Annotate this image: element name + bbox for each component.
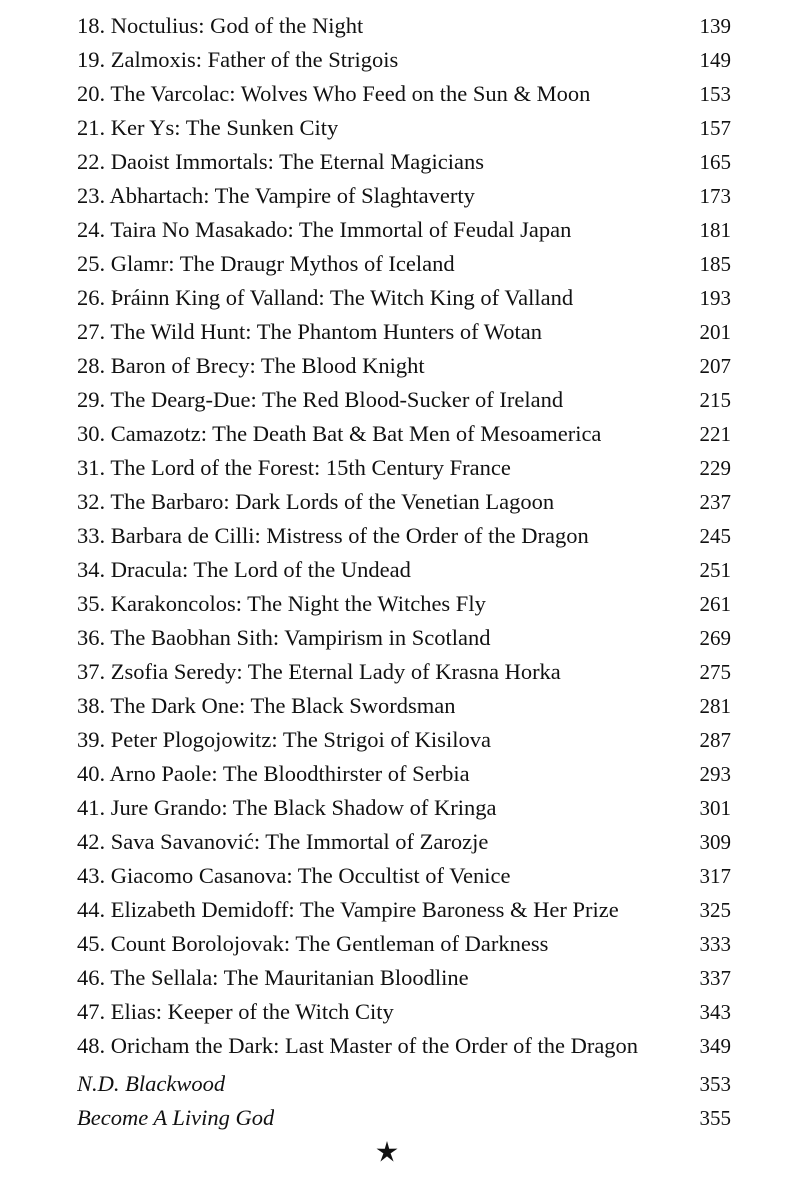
toc-entry-page-number: 287: [699, 728, 731, 752]
toc-entry-title: 23. Abhartach: The Vampire of Slaghtaverty: [77, 183, 475, 208]
toc-entry: [77, 961, 731, 995]
toc-entry: [77, 43, 731, 77]
toc-entry: [77, 485, 731, 519]
toc-entry: [77, 723, 731, 757]
toc-entry: [77, 315, 731, 349]
toc-entry-page-number: 293: [699, 762, 731, 786]
toc-entry-title: 28. Baron of Brecy: The Blood Knight: [77, 353, 425, 378]
toc-entry-page-number: 149: [699, 48, 731, 72]
toc-entry-title: 37. Zsofia Seredy: The Eternal Lady of Krasna Horka: [77, 659, 561, 684]
toc-entry-title: 19. Zalmoxis: Father of the Strigois: [77, 47, 399, 72]
toc-entry-page-number: 207: [699, 354, 731, 378]
toc-entry: [77, 655, 731, 689]
toc-entry-title: 25. Glamr: The Draugr Mythos of Iceland: [77, 251, 455, 276]
toc-entry-page-number: 153: [699, 82, 731, 106]
toc-entry-title: 29. The Dearg-Due: The Red Blood-Sucker of Ireland: [77, 387, 564, 412]
toc-entry-title: 30. Camazotz: The Death Bat & Bat Men of Mesoamerica: [77, 421, 602, 446]
toc-entry: [77, 519, 731, 553]
toc-entry: [77, 995, 731, 1029]
toc-entry-page-number: 237: [699, 490, 731, 514]
toc-entry-title: Become A Living God: [77, 1105, 275, 1130]
table-of-contents: [77, 9, 731, 1135]
toc-entry-title: 43. Giacomo Casanova: The Occultist of Venice: [77, 863, 511, 888]
toc-entry-page-number: 245: [699, 524, 731, 548]
toc-entry-page-number: 251: [699, 558, 731, 582]
toc-entry-title: 21. Ker Ys: The Sunken City: [77, 115, 339, 140]
toc-entry-page-number: 325: [699, 898, 731, 922]
toc-entry-title: 18. Noctulius: God of the Night: [77, 13, 364, 38]
toc-extra-list: [77, 1067, 731, 1135]
toc-entry-title: 42. Sava Savanović: The Immortal of Zarozje: [77, 829, 489, 854]
toc-entry-title: 45. Count Borolojovak: The Gentleman of Darkness: [77, 931, 549, 956]
toc-entry: [77, 145, 731, 179]
toc-entry-title: 31. The Lord of the Forest: 15th Century France: [77, 455, 511, 480]
toc-entry: [77, 179, 731, 213]
toc-entry-title: 24. Taira No Masakado: The Immortal of Feudal Japan: [77, 217, 572, 242]
toc-entry-title: 44. Elizabeth Demidoff: The Vampire Baroness & Her Prize: [77, 897, 619, 922]
toc-entry-page-number: 343: [699, 1000, 731, 1024]
toc-entry: [77, 9, 731, 43]
toc-entry: [77, 825, 731, 859]
toc-entry: [77, 281, 731, 315]
toc-entry-page-number: 173: [699, 184, 731, 208]
toc-entry-page-number: 355: [699, 1106, 731, 1130]
toc-entry-page-number: 349: [699, 1034, 731, 1058]
toc-entry-title: 48. Oricham the Dark: Last Master of the Order of the Dragon: [77, 1033, 639, 1058]
toc-entry-title: 46. The Sellala: The Mauritanian Bloodline: [77, 965, 469, 990]
toc-entry-title: 40. Arno Paole: The Bloodthirster of Serbia: [77, 761, 470, 786]
toc-entry-title: 20. The Varcolac: Wolves Who Feed on the Sun & Moon: [77, 81, 591, 106]
toc-entry-title: 38. The Dark One: The Black Swordsman: [77, 693, 456, 718]
toc-entry-page-number: 221: [699, 422, 731, 446]
toc-entry-page-number: 139: [699, 14, 731, 38]
toc-entry: [77, 349, 731, 383]
toc-entry-title: 26. Þráinn King of Valland: The Witch King of Valland: [77, 285, 574, 310]
toc-entry-page-number: 317: [699, 864, 731, 888]
toc-entry: [77, 1067, 731, 1101]
toc-entry-title: 35. Karakoncolos: The Night the Witches Fly: [77, 591, 486, 616]
toc-entry-title: 47. Elias: Keeper of the Witch City: [77, 999, 394, 1024]
toc-entry: [77, 893, 731, 927]
toc-chapter-list: [77, 9, 731, 1063]
toc-entry: [77, 213, 731, 247]
toc-entry: [77, 383, 731, 417]
toc-entry-page-number: 193: [699, 286, 731, 310]
toc-entry-page-number: 309: [699, 830, 731, 854]
toc-entry-title: 22. Daoist Immortals: The Eternal Magicians: [77, 149, 484, 174]
toc-entry-title: 34. Dracula: The Lord of the Undead: [77, 557, 411, 582]
toc-entry: [77, 689, 731, 723]
toc-entry-page-number: 157: [699, 116, 731, 140]
toc-entry: [77, 77, 731, 111]
toc-entry-page-number: 215: [699, 388, 731, 412]
toc-entry: [77, 417, 731, 451]
toc-entry: [77, 451, 731, 485]
toc-entry-page-number: 301: [699, 796, 731, 820]
toc-entry: [77, 1101, 731, 1135]
toc-entry-page-number: 275: [699, 660, 731, 684]
toc-entry-title: N.D. Blackwood: [77, 1071, 226, 1096]
toc-entry-page-number: 337: [699, 966, 731, 990]
star-ornament-icon: [375, 1140, 399, 1164]
toc-entry-title: 32. The Barbaro: Dark Lords of the Venetian Lagoon: [77, 489, 555, 514]
toc-entry-page-number: 165: [699, 150, 731, 174]
toc-entry-title: 41. Jure Grando: The Black Shadow of Kringa: [77, 795, 497, 820]
toc-entry-page-number: 269: [699, 626, 731, 650]
toc-entry-page-number: 281: [699, 694, 731, 718]
toc-entry: [77, 1029, 731, 1063]
toc-entry-page-number: 201: [699, 320, 731, 344]
toc-entry: [77, 621, 731, 655]
toc-entry-page-number: 185: [699, 252, 731, 276]
toc-entry-page-number: 229: [699, 456, 731, 480]
toc-entry: [77, 927, 731, 961]
toc-entry: [77, 553, 731, 587]
toc-entry-title: 33. Barbara de Cilli: Mistress of the Order of the Dragon: [77, 523, 589, 548]
toc-entry: [77, 757, 731, 791]
toc-entry-page-number: 333: [699, 932, 731, 956]
toc-entry: [77, 791, 731, 825]
toc-entry-title: 39. Peter Plogojowitz: The Strigoi of Kisilova: [77, 727, 491, 752]
toc-entry-page-number: 181: [699, 218, 731, 242]
toc-entry: [77, 111, 731, 145]
toc-entry: [77, 587, 731, 621]
toc-entry: [77, 859, 731, 893]
toc-entry: [77, 247, 731, 281]
toc-entry-page-number: 353: [699, 1072, 731, 1096]
toc-entry-page-number: 261: [699, 592, 731, 616]
toc-entry-title: 27. The Wild Hunt: The Phantom Hunters of Wotan: [77, 319, 542, 344]
toc-entry-title: 36. The Baobhan Sith: Vampirism in Scotland: [77, 625, 491, 650]
